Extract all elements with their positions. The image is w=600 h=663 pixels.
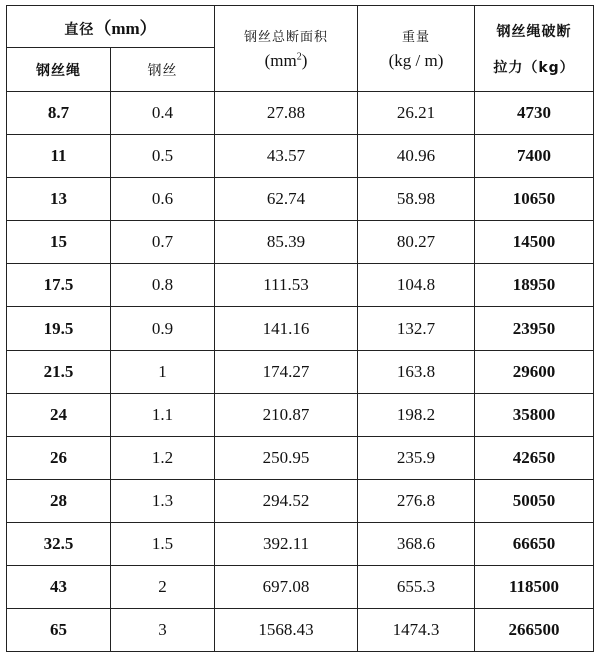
rope-diameter-cell: 13	[7, 178, 111, 221]
wire-diameter-cell: 1	[111, 350, 215, 393]
area-cell: 141.16	[215, 307, 358, 350]
area-cell: 27.88	[215, 92, 358, 135]
breaking-strength-cell: 50050	[475, 479, 594, 522]
table-row	[7, 609, 594, 652]
weight-cell: 80.27	[358, 221, 475, 264]
table-row	[7, 436, 594, 479]
wire-diameter-cell: 0.6	[111, 178, 215, 221]
weight-cell: 1474.3	[358, 609, 475, 652]
weight-cell: 235.9	[358, 436, 475, 479]
area-cell: 210.87	[215, 393, 358, 436]
rope-diameter-cell: 43	[7, 566, 111, 609]
area-label: 钢丝总断面积	[244, 30, 329, 45]
wire-diameter-cell: 2	[111, 566, 215, 609]
diameter-unit: （mm）	[94, 19, 157, 38]
table-row	[7, 221, 594, 264]
rope-diameter-cell: 11	[7, 135, 111, 178]
area-cell: 111.53	[215, 264, 358, 307]
table-wrapper	[6, 5, 594, 652]
table-row	[7, 522, 594, 565]
table-row	[7, 135, 594, 178]
rope-diameter-cell: 19.5	[7, 307, 111, 350]
breaking-strength-cell: 23950	[475, 307, 594, 350]
weight-cell: 368.6	[358, 522, 475, 565]
wire-header: 钢丝	[111, 48, 215, 92]
diameter-header	[7, 6, 215, 48]
rope-diameter-cell: 24	[7, 393, 111, 436]
area-header	[215, 6, 358, 92]
wire-diameter-cell: 0.9	[111, 307, 215, 350]
header-row-1	[7, 6, 594, 48]
rope-diameter-cell: 21.5	[7, 350, 111, 393]
rope-diameter-cell: 65	[7, 609, 111, 652]
area-cell: 1568.43	[215, 609, 358, 652]
table-row	[7, 92, 594, 135]
weight-cell: 132.7	[358, 307, 475, 350]
weight-cell: 276.8	[358, 479, 475, 522]
wire-diameter-cell: 1.5	[111, 522, 215, 565]
area-cell: 697.08	[215, 566, 358, 609]
weight-label: 重量	[402, 30, 431, 45]
wire-diameter-cell: 3	[111, 609, 215, 652]
wire-diameter-cell: 1.2	[111, 436, 215, 479]
table-row	[7, 479, 594, 522]
breaking-strength-cell: 118500	[475, 566, 594, 609]
weight-header	[358, 6, 475, 92]
breaking-strength-cell: 10650	[475, 178, 594, 221]
rope-diameter-cell: 32.5	[7, 522, 111, 565]
table-row	[7, 350, 594, 393]
weight-cell: 655.3	[358, 566, 475, 609]
weight-unit: (kg / m)	[388, 51, 444, 70]
rope-diameter-cell: 17.5	[7, 264, 111, 307]
diameter-label: 直径	[64, 22, 95, 38]
breaking-strength-cell: 35800	[475, 393, 594, 436]
area-cell: 392.11	[215, 522, 358, 565]
table-body	[7, 92, 594, 652]
area-unit: $(mm^2)$	[264, 51, 308, 70]
wire-diameter-cell: 0.8	[111, 264, 215, 307]
wire-diameter-cell: 1.3	[111, 479, 215, 522]
weight-cell: 163.8	[358, 350, 475, 393]
weight-cell: 40.96	[358, 135, 475, 178]
area-cell: 174.27	[215, 350, 358, 393]
table-row	[7, 178, 594, 221]
breaking-strength-cell: 42650	[475, 436, 594, 479]
rope-diameter-cell: 8.7	[7, 92, 111, 135]
area-cell: 85.39	[215, 221, 358, 264]
wire-rope-spec-table	[6, 5, 594, 652]
wire-diameter-cell: 0.4	[111, 92, 215, 135]
strength-label-line1: 钢丝绳破断	[496, 23, 572, 40]
strength-header	[475, 6, 594, 92]
breaking-strength-cell: 4730	[475, 92, 594, 135]
table-row	[7, 566, 594, 609]
breaking-strength-cell: 66650	[475, 522, 594, 565]
weight-cell: 198.2	[358, 393, 475, 436]
area-cell: 43.57	[215, 135, 358, 178]
rope-diameter-cell: 15	[7, 221, 111, 264]
table-row	[7, 264, 594, 307]
wire-diameter-cell: 0.5	[111, 135, 215, 178]
rope-diameter-cell: 28	[7, 479, 111, 522]
table-row	[7, 393, 594, 436]
breaking-strength-cell: 266500	[475, 609, 594, 652]
breaking-strength-cell: 7400	[475, 135, 594, 178]
wire-diameter-cell: 1.1	[111, 393, 215, 436]
weight-cell: 26.21	[358, 92, 475, 135]
rope-diameter-cell: 26	[7, 436, 111, 479]
breaking-strength-cell: 29600	[475, 350, 594, 393]
area-cell: 250.95	[215, 436, 358, 479]
strength-label-line2: 拉力（kg）	[493, 59, 575, 76]
wire-diameter-cell: 0.7	[111, 221, 215, 264]
weight-cell: 104.8	[358, 264, 475, 307]
breaking-strength-cell: 14500	[475, 221, 594, 264]
area-cell: 62.74	[215, 178, 358, 221]
weight-cell: 58.98	[358, 178, 475, 221]
area-cell: 294.52	[215, 479, 358, 522]
breaking-strength-cell: 18950	[475, 264, 594, 307]
rope-header: 钢丝绳	[7, 48, 111, 92]
table-row	[7, 307, 594, 350]
